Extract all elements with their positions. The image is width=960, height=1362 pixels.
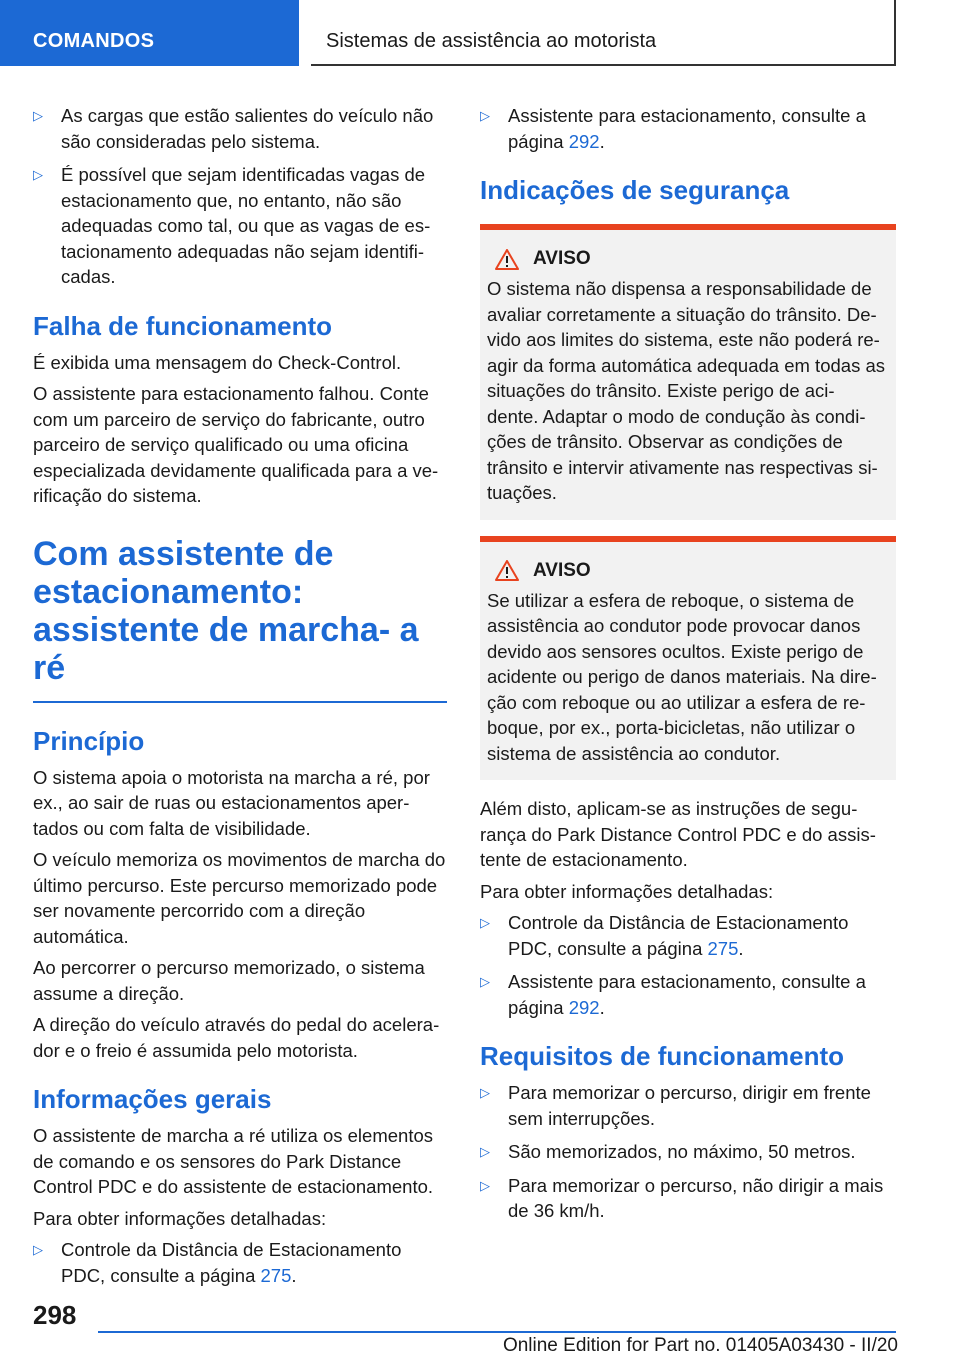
- triangle-right-icon: ▷: [480, 1177, 490, 1193]
- list-item: ▷ Controle da Distância de Estacionamento PDC, consulte a página 275.: [33, 1239, 402, 1286]
- paragraph: Ao percorrer o percurso memorizado, o sistema assume a direção.: [33, 957, 425, 1004]
- list-item: ▷ É possível que sejam identificadas vagas de estacionamento que, no entanto, não são adequadas como tal, ou que as vagas de es- tacionamento adequadas não sejam identifi- cadas.: [33, 164, 431, 287]
- warning-label: AVISO: [533, 559, 591, 581]
- section-title-failure: Falha de funcionamento: [33, 310, 333, 341]
- section-title-general: Informações gerais: [33, 1084, 272, 1114]
- page-link[interactable]: 275: [707, 937, 739, 959]
- paragraph: Para obter informações detalhadas:: [33, 1207, 327, 1229]
- triangle-right-icon: ▷: [33, 167, 43, 182]
- warning-triangle-icon: [495, 249, 519, 270]
- warning-box: [480, 536, 896, 781]
- warning-header: [487, 248, 888, 270]
- warning-text: Se utilizar a esfera de reboque, o sistema de assistência ao condutor pode provocar danos devido aos sensores ocultos. Existe perigo de acidente ou perigo de danos materiais. Na dire- ção com reboque ou ao utilizar a esfera de re- boque, por ex., porta-bicicletas, não utilizar o sistema de assistência ao condutor.: [487, 589, 877, 764]
- triangle-right-icon: ▷: [480, 1144, 490, 1159]
- triangle-right-icon: ▷: [480, 915, 490, 930]
- paragraph: O assistente para estacionamento falhou. Conte com um parceiro de serviço do fabricante, outro parceiro de serviço qualificado ou uma oficina especializada devidamente qualificada para a ve- rificação do sistema.: [33, 383, 439, 506]
- warning-box: [480, 224, 896, 520]
- warning-triangle-icon: [495, 560, 519, 581]
- right-column: [480, 103, 896, 1232]
- triangle-right-icon: ▷: [480, 974, 490, 989]
- triangle-right-icon: ▷: [33, 108, 43, 123]
- triangle-right-icon: ▷: [33, 1242, 43, 1257]
- page-link[interactable]: 292: [568, 996, 600, 1018]
- paragraph: O veículo memoriza os movimentos de marcha do último percurso. Este percurso memorizado pode ser novamente percorrido com a direção automática.: [33, 849, 446, 947]
- paragraph: É exibida uma mensagem do Check-Control.: [33, 351, 402, 373]
- list-item: ▷ Para memorizar o percurso, dirigir em frente sem interrupções.: [480, 1082, 871, 1129]
- page-link[interactable]: 275: [260, 1264, 292, 1286]
- paragraph: Além disto, aplicam-se as instruções de segu- rança do Park Distance Control PDC e do assis- tente de estacionamento.: [480, 798, 876, 870]
- triangle-right-icon: ▷: [480, 108, 490, 123]
- list-item: ▷ As cargas que estão salientes do veículo não são consideradas pelo sistema.: [33, 105, 434, 152]
- page-link[interactable]: 292: [568, 130, 600, 152]
- paragraph: A direção do veículo através do pedal do acelera- dor e o freio é assumida pelo motorista.: [33, 1014, 440, 1061]
- triangle-right-icon: ▷: [480, 1085, 490, 1100]
- warning-text: O sistema não dispensa a responsabilidade de avaliar corretamente a situação do trânsito. De- vido aos limites do sistema, este não poderá re- agir da forma automática adequada em todas as situações do trânsito. Existe perigo de aci- dente. Adaptar o modo de condução às condi- ções de trânsito. Observar as condições de trânsito e intervir ativamente nas respectivas si- tuações.: [487, 278, 885, 503]
- list-item: ▷ Controle da Distância de Estacionamento PDC, consulte a página 275.: [480, 912, 849, 959]
- left-column: [33, 103, 447, 1296]
- header-section-label: COMANDOS: [33, 30, 155, 52]
- footer-divider: [98, 1331, 896, 1333]
- warning-header: [487, 560, 888, 582]
- section-title-requirements: Requisitos de funcionamento: [480, 1041, 845, 1071]
- list-item: ▷ São memorizados, no máximo, 50 metros.: [480, 1139, 896, 1165]
- list-item: ▷ Assistente para estacionamento, consulte a página 292.: [480, 105, 866, 152]
- chapter-title: Com assistente de estacionamento: assistente de marcha- a ré: [33, 535, 447, 703]
- paragraph: O sistema apoia o motorista na marcha a ré, por ex., ao sair de ruas ou estacionamentos aper- tados ou com falta de visibilidade.: [33, 766, 430, 839]
- paragraph: Para obter informações detalhadas:: [480, 880, 774, 902]
- page-number: 298: [33, 1300, 77, 1330]
- header-section-tab: [0, 0, 299, 66]
- warning-label: AVISO: [533, 248, 591, 269]
- paragraph: O assistente de marcha a ré utiliza os elementos de comando e os sensores do Park Distance Control PDC e do assistente de estacionamento.: [33, 1125, 434, 1197]
- list-item: ▷ Assistente para estacionamento, consulte a página 292.: [480, 971, 866, 1018]
- list-item: ▷ Para memorizar o percurso, não dirigir a mais de 36 km/h.: [480, 1174, 884, 1221]
- footer-edition: Online Edition for Part no. 01405A03430 - II/20: [502, 1335, 898, 1356]
- section-title-safety: Indicações de segurança: [480, 175, 790, 205]
- section-title-principle: Princípio: [33, 725, 145, 756]
- header-title-box: [311, 0, 896, 66]
- header-title: Sistemas de assistência ao motorista: [326, 30, 657, 52]
